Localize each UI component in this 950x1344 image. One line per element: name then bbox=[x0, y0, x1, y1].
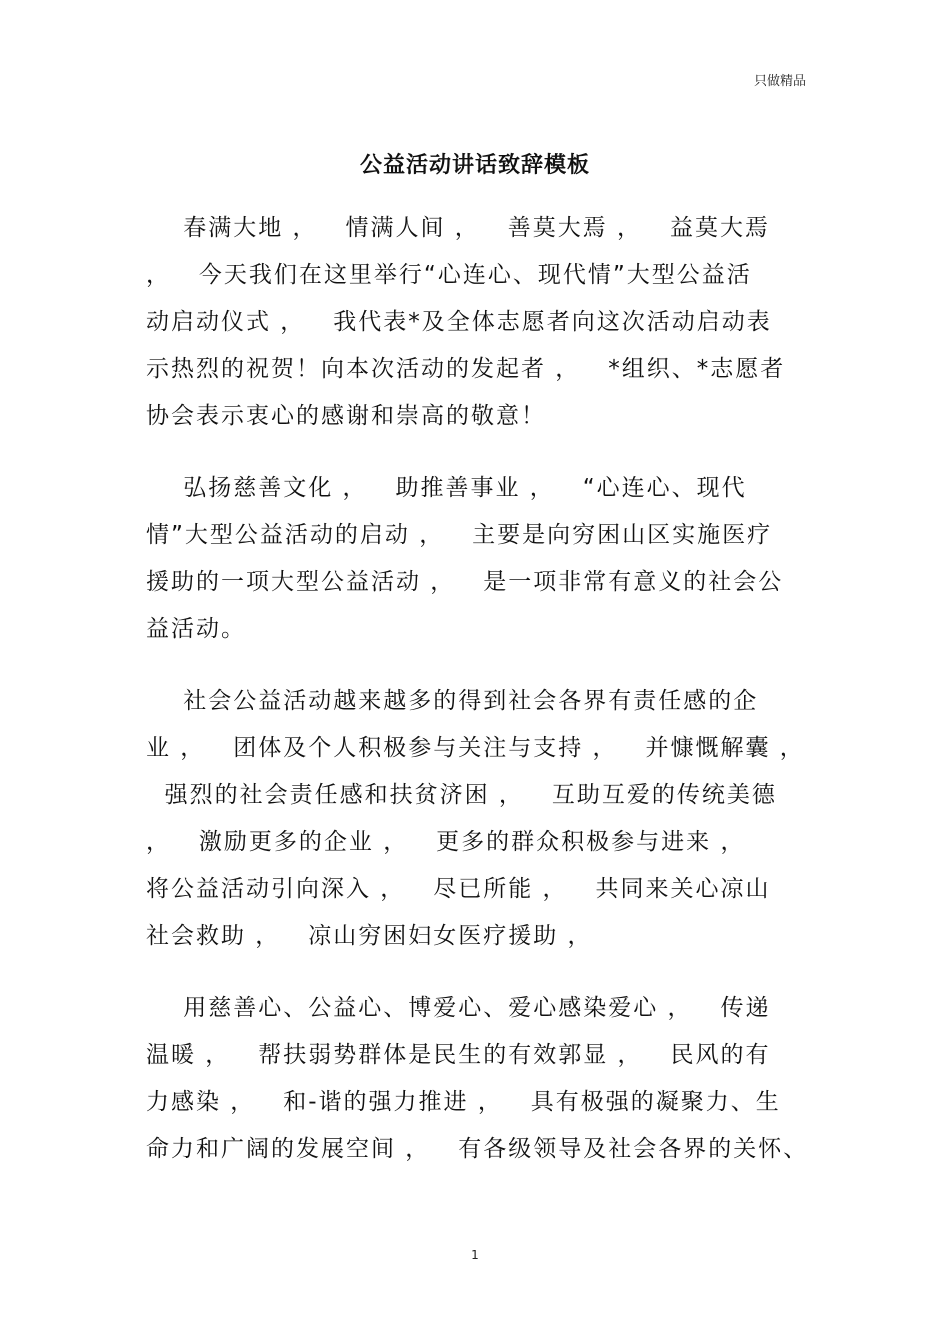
text-line: 援助的一项大型公益活动 ， 是一项非常有意义的社会公 bbox=[146, 569, 784, 595]
text-line: 用慈善心、公益心、博爱心、爱心感染爱心 ， 传递 bbox=[146, 995, 771, 1021]
text-line: 益活动。 bbox=[146, 616, 246, 642]
paragraph-1 bbox=[146, 205, 811, 440]
document-title: 公益活动讲话致辞模板 bbox=[359, 153, 590, 178]
text-line: ， 激励更多的企业 ， 更多的群众积极参与进来 ， bbox=[146, 829, 746, 855]
text-line: 弘扬慈善文化 ， 助推善事业 ， “心连心、现代 bbox=[146, 475, 747, 501]
text-line: 温暖 ， 帮扶弱势群体是民生的有效郭显 ， 民风的有 bbox=[146, 1042, 771, 1068]
text-line: 社会救助 ， 凉山穷困妇女医疗援助 ， bbox=[146, 923, 593, 949]
text-line: 业 ， 团体及个人积极参与关注与支持 ， 并慷慨解囊 ， bbox=[146, 735, 805, 761]
text-line: 力感染 ， 和-谐的强力推进 ， 具有极强的凝聚力、生 bbox=[146, 1089, 781, 1115]
text-line: 强烈的社会责任感和扶贫济困 ， 互助互爱的传统美德 bbox=[146, 782, 777, 808]
text-line: 动启动仪式 ， 我代表*及全体志愿者向这次活动启动表 bbox=[146, 309, 772, 335]
text-line: 春满大地 ， 情满人间 ， 善莫大焉 ， 益莫大焉 bbox=[146, 215, 770, 241]
document-body bbox=[146, 205, 811, 1198]
text-line: 命力和广阔的发展空间 ， 有各级领导及社会各界的关怀、 bbox=[146, 1136, 809, 1162]
text-line: 将公益活动引向深入 ， 尽已所能 ， 共同来关心凉山 bbox=[146, 876, 771, 902]
paragraph-4 bbox=[146, 985, 811, 1173]
page-number: 1 bbox=[471, 1248, 479, 1262]
header-note: 只做精品 bbox=[753, 74, 806, 89]
text-line: 社会公益活动越来越多的得到社会各界有责任感的企 bbox=[146, 688, 759, 714]
paragraph-2 bbox=[146, 465, 811, 653]
text-line: ， 今天我们在这里举行“心连心、现代情”大型公益活 bbox=[146, 262, 752, 288]
text-line: 情”大型公益活动的启动 ， 主要是向穷困山区实施医疗 bbox=[146, 522, 773, 548]
text-line: 示热烈的祝贺！向本次活动的发起者 ， *组织、*志愿者 bbox=[146, 356, 786, 382]
paragraph-3 bbox=[146, 678, 811, 960]
text-line: 协会表示衷心的感谢和崇高的敬意！ bbox=[146, 403, 546, 429]
